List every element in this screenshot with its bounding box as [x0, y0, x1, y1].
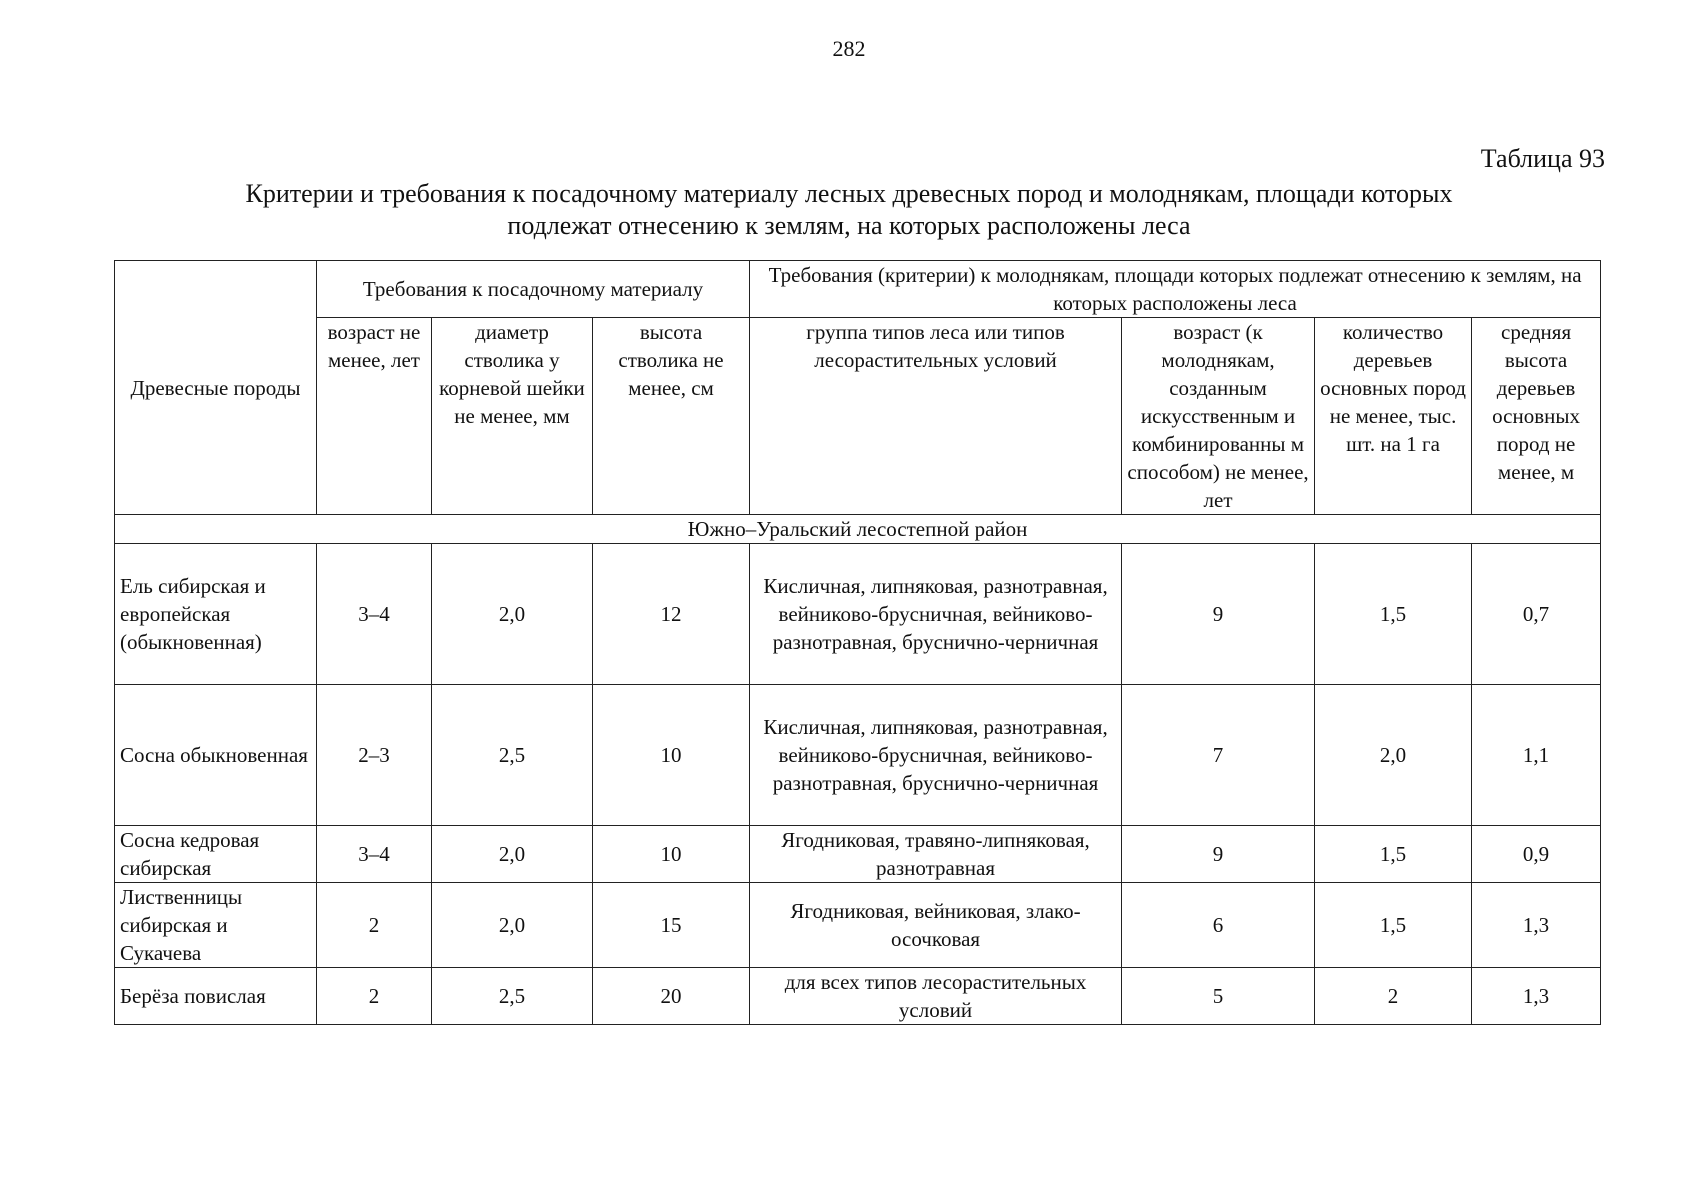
table-row: [115, 968, 1601, 1025]
cell-diameter: 2,0: [432, 544, 593, 685]
requirements-table: [114, 260, 1601, 1025]
cell-height: 20: [593, 968, 750, 1025]
cell-species: Берёза повислая: [115, 968, 317, 1025]
cell-count: 2,0: [1315, 685, 1472, 826]
table-row: [115, 826, 1601, 883]
cell-species: Сосна кедровая сибирская: [115, 826, 317, 883]
cell-forest-type: Ягодниковая, вейниковая, злако-осочковая: [750, 883, 1122, 968]
cell-diameter: 2,5: [432, 685, 593, 826]
cell-height: 12: [593, 544, 750, 685]
cell-diameter: 2,0: [432, 826, 593, 883]
cell-age: 3–4: [317, 826, 432, 883]
region-row: Южно–Уральский лесостепной район: [115, 515, 1601, 544]
cell-count: 2: [1315, 968, 1472, 1025]
header-col-age: возраст не менее, лет: [317, 318, 432, 515]
table-row: [115, 883, 1601, 968]
cell-count: 1,5: [1315, 544, 1472, 685]
cell-diameter: 2,0: [432, 883, 593, 968]
cell-species: Ель сибирская и европейская (обыкновенная): [115, 544, 317, 685]
cell-species: Сосна обыкновенная: [115, 685, 317, 826]
header-col-count: количество деревьев основных пород не менее, тыс. шт. на 1 га: [1315, 318, 1472, 515]
cell-height: 15: [593, 883, 750, 968]
cell-forest-type: для всех типов лесорастительных условий: [750, 968, 1122, 1025]
cell-avg-height: 1,1: [1472, 685, 1601, 826]
cell-count: 1,5: [1315, 883, 1472, 968]
cell-age: 2: [317, 968, 432, 1025]
header-col-forest-type: группа типов леса или типов лесорастительных условий: [750, 318, 1122, 515]
header-planting-group: Требования к посадочному материалу: [317, 261, 750, 318]
header-species: Древесные породы: [115, 261, 317, 515]
cell-forest-type: Кисличная, липняковая, разнотравная, вейниково-брусничная, вейниково-разнотравная, бруснично-черничная: [750, 685, 1122, 826]
table-row: [115, 685, 1601, 826]
header-col-diameter: диаметр стволика у корневой шейки не менее, мм: [432, 318, 593, 515]
cell-height: 10: [593, 685, 750, 826]
cell-diameter: 2,5: [432, 968, 593, 1025]
cell-age: 2: [317, 883, 432, 968]
cell-young-age: 6: [1122, 883, 1315, 968]
header-col-height: высота стволика не менее, см: [593, 318, 750, 515]
cell-height: 10: [593, 826, 750, 883]
cell-avg-height: 1,3: [1472, 968, 1601, 1025]
table-caption: Критерии и требования к посадочному материалу лесных древесных пород и молоднякам, площади которых подлежат отнесению к землям, на которых расположены леса: [245, 179, 1453, 240]
cell-young-age: 9: [1122, 826, 1315, 883]
cell-age: 3–4: [317, 544, 432, 685]
cell-age: 2–3: [317, 685, 432, 826]
table-row: [115, 544, 1601, 685]
table-label: Таблица 93: [1480, 144, 1605, 173]
cell-forest-type: Кисличная, липняковая, разнотравная, вейниково-брусничная, вейниково-разнотравная, бруснично-черничная: [750, 544, 1122, 685]
cell-forest-type: Ягодниковая, травяно-липняковая, разнотравная: [750, 826, 1122, 883]
header-col-avg-height: средняя высота деревьев основных пород не менее, м: [1472, 318, 1601, 515]
cell-avg-height: 1,3: [1472, 883, 1601, 968]
cell-young-age: 5: [1122, 968, 1315, 1025]
cell-avg-height: 0,9: [1472, 826, 1601, 883]
cell-young-age: 7: [1122, 685, 1315, 826]
cell-count: 1,5: [1315, 826, 1472, 883]
cell-species: Лиственницы сибирская и Сукачева: [115, 883, 317, 968]
page-number: 282: [832, 36, 866, 61]
header-col-young-age: возраст (к молоднякам, созданным искусственным и комбинированны м способом) не менее, лет: [1122, 318, 1315, 515]
cell-young-age: 9: [1122, 544, 1315, 685]
header-young-group: Требования (критерии) к молоднякам, площади которых подлежат отнесению к землям, на которых расположены леса: [750, 261, 1601, 318]
cell-avg-height: 0,7: [1472, 544, 1601, 685]
